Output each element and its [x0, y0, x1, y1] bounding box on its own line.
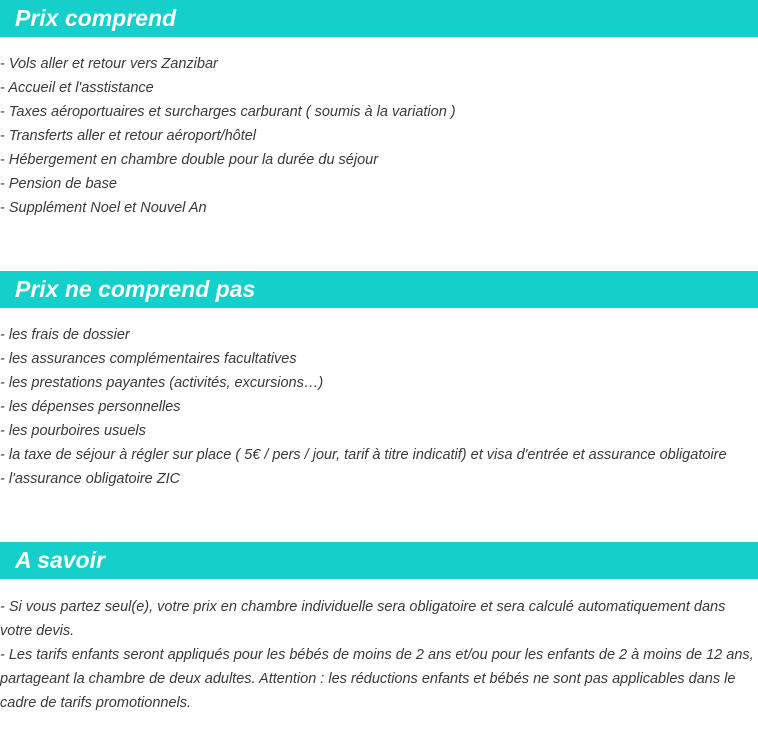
list-item: - Vols aller et retour vers Zanzibar [0, 56, 218, 72]
list-item: - Supplément Noel et Nouvel An [0, 200, 207, 216]
list-item: - les dépenses personnelles [0, 399, 181, 415]
list-item: - les pourboires usuels [0, 423, 146, 439]
list-item: - la taxe de séjour à régler sur place ( 5€ / pers / jour, tarif à titre indicatif) et visa d'entrée et assurance obligatoire [0, 447, 727, 463]
section-header-prix-ne-comprend-pas: Prix ne comprend pas [0, 271, 758, 308]
list-item: - Accueil et l'asstistance [0, 80, 154, 96]
paragraph: - Si vous partez seul(e), votre prix en chambre individuelle sera obligatoire et sera calculé automatiquement dans votre devis. [0, 599, 726, 639]
list-item: - l'assurance obligatoire ZIC [0, 471, 181, 487]
section-body-prix-comprend [0, 52, 755, 220]
paragraph: - Les tarifs enfants seront appliqués pour les bébés de moins de 2 ans et/ou pour les enfants de 2 à moins de 12 ans, partageant la chambre de deux adultes. Attention : les réductions enfants et bébés ne sont pas applicables dans le cadre de tarifs promotionnels. [0, 647, 754, 711]
list-item: - Hébergement en chambre double pour la durée du séjour [0, 152, 379, 168]
section-body-prix-ne-comprend-pas [0, 323, 755, 491]
section-body-a-savoir [0, 595, 755, 715]
list-item: - les frais de dossier [0, 327, 130, 343]
list-item: - les prestations payantes (activités, excursions…) [0, 375, 324, 391]
list-item: - Taxes aéroportuaires et surcharges carburant ( soumis à la variation ) [0, 104, 456, 120]
list-item: - Transferts aller et retour aéroport/hôtel [0, 128, 257, 144]
list-item: - les assurances complémentaires facultatives [0, 351, 297, 367]
list-item: - Pension de base [0, 176, 117, 192]
section-header-a-savoir: A savoir [0, 542, 758, 579]
section-header-prix-comprend: Prix comprend [0, 0, 758, 37]
